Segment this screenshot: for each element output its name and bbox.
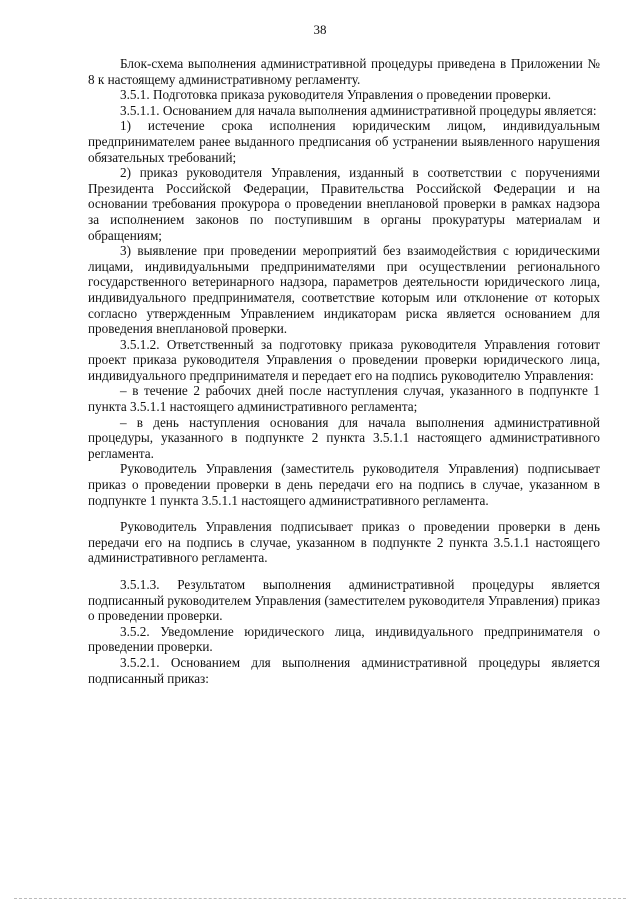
paragraph-head-signs-1: Руководитель Управления (заместитель руководителя Управления) подписывает приказ о проведении проверки в день передачи его на подпись в случае, указанном в подпункте 1 пункта 3.5.1.1 настоящего административного регламента. — [88, 461, 600, 508]
paragraph-block-scheme: Блок-схема выполнения административной процедуры приведена в Приложении № 8 к настоящему административному регламенту. — [88, 56, 600, 87]
spacer — [88, 508, 600, 519]
paragraph-3-5-1-2: 3.5.1.2. Ответственный за подготовку приказа руководителя Управления готовит проект приказа руководителя Управления о проведении проверки юридического лица, индивидуального предпринимателя и передает его на подпись руководителю Управления: — [88, 336, 600, 383]
scan-edge-line — [14, 898, 626, 899]
list-item-1: 1) истечение срока исполнения юридическим лицом, индивидуальным предпринимателем ранее выданного предписания об устранении выявленного нарушения обязательных требований; — [88, 118, 600, 165]
paragraph-3-5-2-1: 3.5.2.1. Основанием для выполнения административной процедуры является подписанный приказ: — [88, 654, 600, 686]
paragraph-head-signs-2: Руководитель Управления подписывает приказ о проведении проверки в день передачи его на подпись в случае, указанном в подпункте 2 пункта 3.5.1.1 настоящего административного регламента. — [88, 519, 600, 566]
spacer — [88, 566, 600, 577]
paragraph-3-5-1-1: 3.5.1.1. Основанием для начала выполнения административной процедуры является: — [120, 102, 597, 118]
dash-item-2: – в день наступления основания для начала выполнения административной процедуры, указанного в подпункте 2 пункта 3.5.1.1 настоящего административного регламента. — [88, 414, 600, 461]
paragraph-3-5-1-3: 3.5.1.3. Результатом выполнения административной процедуры является подписанный руководителем Управления (заместителем руководителя Управления) приказ о проведении проверки. — [88, 577, 600, 624]
list-item-2: 2) приказ руководителя Управления, изданный в соответствии с поручениями Президента Российской Федерации, Правительства Российской Федерации и на основании требования прокурора о проведении внеплановой проверки в рамках надзора за исполнением законов по поступившим в органы прокуратуры материалам и обращениям; — [88, 165, 600, 243]
paragraph-3-5-2: 3.5.2. Уведомление юридического лица, индивидуального предпринимателя о проведении проверки. — [88, 623, 600, 655]
page-number: 38 — [313, 22, 327, 37]
list-item-3: 3) выявление при проведении мероприятий без взаимодействия с юридическими лицами, индивидуальными предпринимателями при осуществлении регионального государственного ветеринарного надзора, параметров деятельности юридического лица, индивидуального предпринимателя, соответствие которым или отклонение от которых согласно утвержденным Управлением индикаторам риска является основанием для проведения внеплановой проверки. — [88, 243, 600, 337]
paragraph-3-5-1: 3.5.1. Подготовка приказа руководителя Управления о проведении проверки. — [120, 87, 552, 103]
dash-item-1: – в течение 2 рабочих дней после наступления случая, указанного в подпункте 1 пункта 3.5.1.1 настоящего административного регламента; — [88, 383, 600, 415]
